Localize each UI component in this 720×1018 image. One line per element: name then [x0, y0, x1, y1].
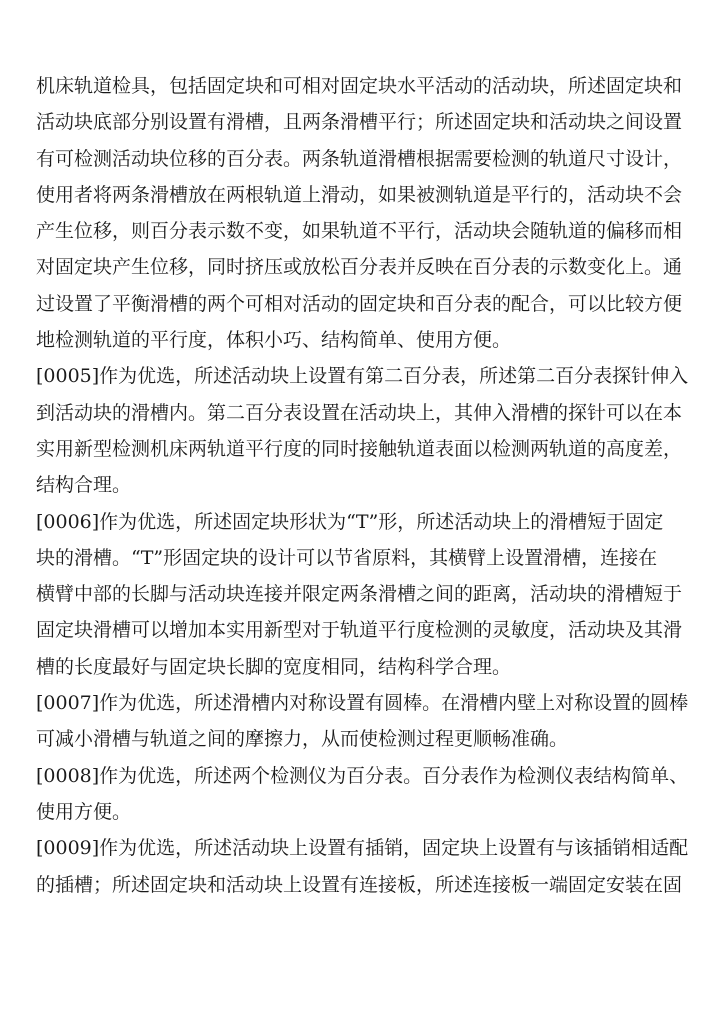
- text-line: 对固定块产生位移，同时挤压或放松百分表并反映在百分表的示数变化上。通: [36, 256, 683, 279]
- text-line: 使用者将两条滑槽放在两根轨道上滑动，如果被测轨道是平行的，活动块不会: [36, 183, 683, 206]
- text-line: 地检测轨道的平行度，体积小巧、结构简单、使用方便。: [36, 329, 512, 352]
- paragraph-0005-line: [0005]作为优选，所述活动块上设置有第二百分表，所述第二百分表探针伸入: [36, 365, 689, 388]
- body-text: [36, 68, 696, 903]
- paragraph-0006-line: [0006]作为优选，所述固定块形状为“T”形，所述活动块上的滑槽短于固定: [36, 510, 664, 533]
- text-line: 的插槽；所述固定块和活动块上设置有连接板，所述连接板一端固定安装在固: [36, 873, 683, 896]
- text-line: 槽的长度最好与固定块长脚的宽度相同，结构科学合理。: [36, 655, 512, 678]
- paragraph-0009-line: [0009]作为优选，所述活动块上设置有插销，固定块上设置有与该插销相适配: [36, 837, 689, 860]
- text-line: 过设置了平衡滑槽的两个可相对活动的固定块和百分表的配合，可以比较方便: [36, 292, 683, 315]
- text-line: 块的滑槽。“T”形固定块的设计可以节省原料，其横臂上设置滑槽，连接在: [36, 546, 658, 569]
- text-line: 实用新型检测机床两轨道平行度的同时接触轨道表面以检测两轨道的高度差，: [36, 437, 683, 460]
- paragraph-0007-line: [0007]作为优选，所述滑槽内对称设置有圆棒。在滑槽内壁上对称设置的圆棒: [36, 692, 689, 715]
- text-line: 结构合理。: [36, 474, 132, 497]
- paragraph-0008-line: [0008]作为优选，所述两个检测仪为百分表。百分表作为检测仪表结构简单、: [36, 764, 689, 787]
- text-line: 机床轨道检具，包括固定块和可相对固定块水平活动的活动块，所述固定块和: [36, 75, 683, 97]
- text-line: 产生位移，则百分表示数不变，如果轨道不平行，活动块会随轨道的偏移而相: [36, 220, 683, 243]
- text-line: 有可检测活动块位移的百分表。两条轨道滑槽根据需要检测的轨道尺寸设计，: [36, 147, 683, 170]
- text-line: 可减小滑槽与轨道之间的摩擦力，从而使检测过程更顺畅准确。: [36, 728, 569, 751]
- text-line: 活动块底部分别设置有滑槽，且两条滑槽平行；所述固定块和活动块之间设置: [36, 111, 683, 134]
- text-line: 横臂中部的长脚与活动块连接并限定两条滑槽之间的距离，活动块的滑槽短于: [36, 583, 683, 606]
- text-line: 到活动块的滑槽内。第二百分表设置在活动块上，其伸入滑槽的探针可以在本: [36, 401, 683, 424]
- text-line: 固定块滑槽可以增加本实用新型对于轨道平行度检测的灵敏度，活动块及其滑: [36, 619, 683, 642]
- text-line: 使用方便。: [36, 800, 132, 823]
